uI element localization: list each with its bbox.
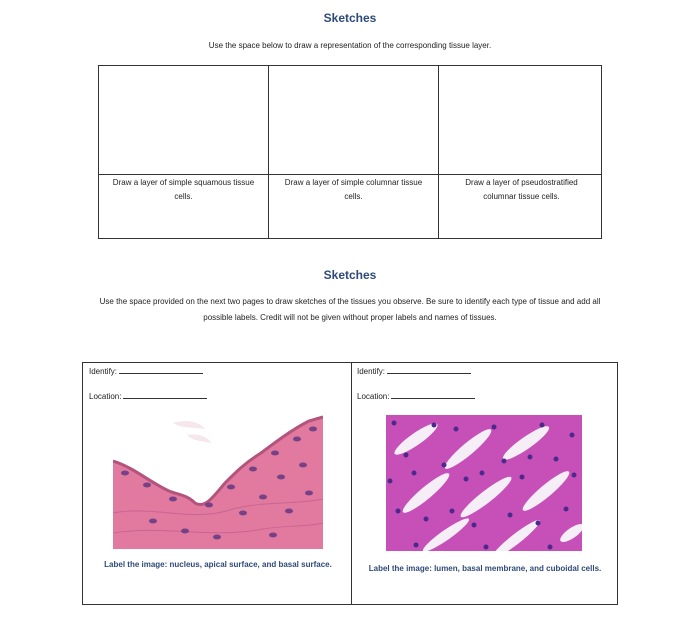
- identify-label: Identify:: [89, 367, 118, 376]
- section2-instruction: Use the space provided on the next two pages to draw sketches of the tissues you observe. Be sure to identify each type of tissue and add all possible labels. Credit will not be given without proper labels and names of tissues.: [99, 297, 601, 322]
- section1-title: Sketches: [323, 11, 377, 25]
- identify-blank[interactable]: [387, 366, 471, 374]
- image-label-left: Label the image: nucleus, apical surface, and basal surface.: [104, 560, 332, 569]
- sketch-area-squamous[interactable]: [99, 66, 268, 174]
- identify-label: Identify:: [357, 367, 386, 376]
- row-divider: [99, 174, 601, 175]
- caption-columnar: Draw a layer of simple columnar tissue cells.: [284, 178, 423, 201]
- cuboidal-tubules-micrograph: [386, 415, 582, 551]
- sketch-area-columnar[interactable]: [269, 66, 438, 174]
- image-label-right: Label the image: lumen, basal membrane, and cuboidal cells.: [368, 564, 602, 573]
- stratified-squamous-micrograph: [113, 413, 323, 549]
- location-blank[interactable]: [391, 391, 475, 399]
- sketch-area-pseudostratified[interactable]: [439, 66, 602, 174]
- location-label: Location:: [89, 392, 122, 401]
- section2-title: Sketches: [323, 268, 377, 282]
- location-blank[interactable]: [123, 391, 207, 399]
- location-label: Location:: [357, 392, 390, 401]
- panel-divider: [351, 363, 352, 604]
- tissue-panels: [82, 362, 618, 605]
- identify-field-left[interactable]: [89, 366, 203, 376]
- identify-field-right[interactable]: [357, 366, 471, 376]
- location-field-right[interactable]: [357, 391, 475, 401]
- caption-pseudostratified: Draw a layer of pseudostratified columnar tissue cells.: [465, 178, 578, 201]
- section1-instruction: Use the space below to draw a representation of the corresponding tissue layer.: [208, 41, 492, 50]
- sketch-table: [98, 65, 602, 239]
- identify-blank[interactable]: [119, 366, 203, 374]
- caption-squamous: Draw a layer of simple squamous tissue cells.: [112, 178, 255, 201]
- location-field-left[interactable]: [89, 391, 207, 401]
